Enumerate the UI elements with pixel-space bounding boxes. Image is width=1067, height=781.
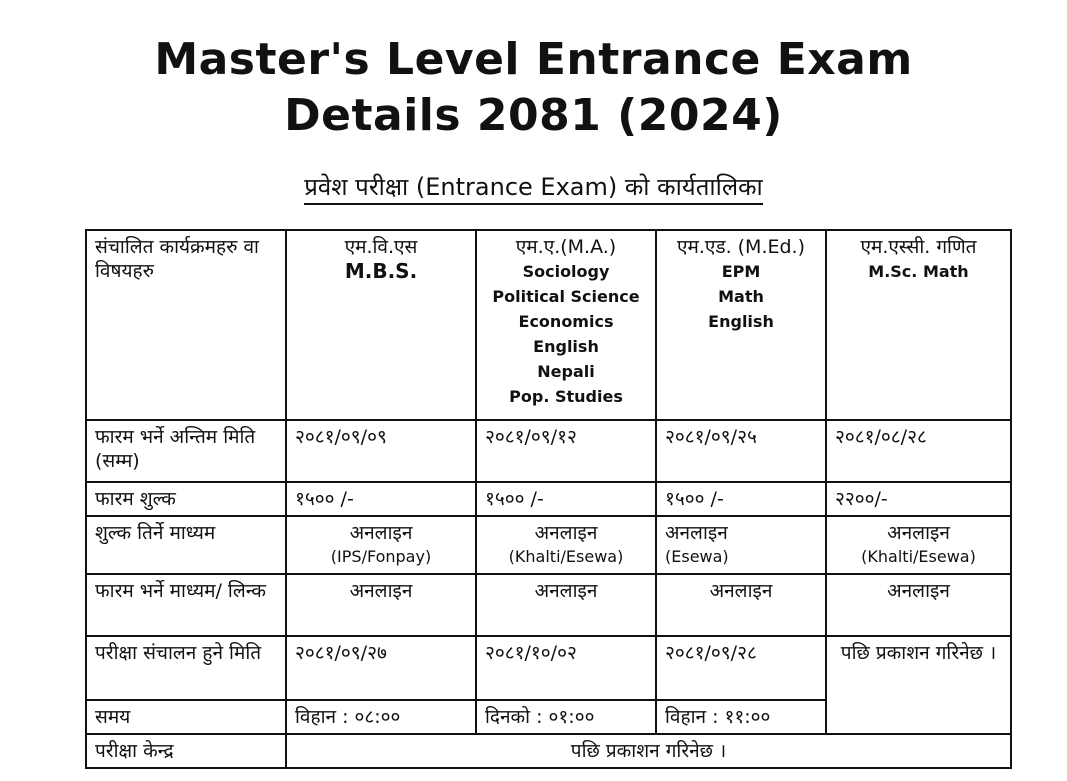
col-ma-subject: Nepali xyxy=(537,362,595,381)
col-ma-nepali: एम.ए.(M.A.) xyxy=(515,236,617,258)
form-medium-mbs: अनलाइन xyxy=(286,574,476,636)
deadline-mbs: २०८१/०९/०९ xyxy=(286,420,476,482)
col-ma-subject: English xyxy=(533,337,599,356)
document-subtitle xyxy=(0,170,1067,204)
time-med: विहान : ११:०० xyxy=(656,700,826,734)
form-medium-ma: अनलाइन xyxy=(476,574,656,636)
exam-center-row xyxy=(86,734,1011,768)
payment-mode: अनलाइन xyxy=(665,522,728,544)
col-ma-subject: Sociology xyxy=(522,262,610,281)
subtitle-text: प्रवेश परीक्षा (Entrance Exam) को कार्यतालिका xyxy=(304,173,763,205)
col-ma-subject: Economics xyxy=(518,312,614,331)
payment-mode: अनलाइन xyxy=(534,522,598,544)
header-row-label: संचालित कार्यक्रमहरु वा विषयहरु xyxy=(86,230,286,420)
fee-ma: १५०० /- xyxy=(476,482,656,516)
header-col-msc xyxy=(826,230,1011,420)
col-msc-nepali: एम.एस्सी. गणित xyxy=(860,236,977,258)
table-header-row xyxy=(86,230,1011,420)
form-medium-msc: अनलाइन xyxy=(826,574,1011,636)
col-med-subject: Math xyxy=(718,287,764,306)
header-col-mbs xyxy=(286,230,476,420)
exam-date-ma: २०८१/१०/०२ xyxy=(476,636,656,700)
fee-row xyxy=(86,482,1011,516)
exam-date-med: २०८१/०९/२८ xyxy=(656,636,826,700)
fee-mbs: १५०० /- xyxy=(286,482,476,516)
col-ma-subject: Pop. Studies xyxy=(509,387,623,406)
time-label: समय xyxy=(86,700,286,734)
col-msc-english: M.Sc. Math xyxy=(868,262,969,281)
form-medium-row xyxy=(86,574,1011,636)
payment-gateway: (IPS/Fonpay) xyxy=(330,547,432,566)
time-ma: दिनको : ०१:०० xyxy=(476,700,656,734)
payment-label: शुल्क तिर्ने माध्यम xyxy=(86,516,286,574)
col-mbs-english: M.B.S. xyxy=(344,259,418,283)
deadline-msc: २०८१/०८/२८ xyxy=(826,420,1011,482)
form-medium-label: फारम भर्ने माध्यम/ लिन्क xyxy=(86,574,286,636)
fee-label: फारम शुल्क xyxy=(86,482,286,516)
exam-date-mbs: २०८१/०९/२७ xyxy=(286,636,476,700)
deadline-row xyxy=(86,420,1011,482)
deadline-med: २०८१/०९/२५ xyxy=(656,420,826,482)
payment-row xyxy=(86,516,1011,574)
exam-center-label: परीक्षा केन्द्र xyxy=(86,734,286,768)
payment-gateway: (Khalti/Esewa) xyxy=(861,547,976,566)
exam-date-msc: पछि प्रकाशन गरिनेछ । xyxy=(826,636,1011,734)
header-col-med xyxy=(656,230,826,420)
exam-center-value: पछि प्रकाशन गरिनेछ । xyxy=(286,734,1011,768)
payment-mbs xyxy=(286,516,476,574)
time-mbs: विहान : ०८:०० xyxy=(286,700,476,734)
col-med-nepali: एम.एड. (M.Ed.) xyxy=(676,236,806,258)
form-medium-med: अनलाइन xyxy=(656,574,826,636)
payment-gateway: (Khalti/Esewa) xyxy=(508,547,624,566)
document-title xyxy=(0,32,1067,144)
payment-ma xyxy=(476,516,656,574)
col-med-subject: EPM xyxy=(721,262,761,281)
header-col-ma xyxy=(476,230,656,420)
payment-mode: अनलाइन xyxy=(887,522,950,544)
col-ma-subject: Political Science xyxy=(492,287,640,306)
payment-mode: अनलाइन xyxy=(349,522,413,544)
payment-med xyxy=(656,516,826,574)
col-med-subject: English xyxy=(708,312,774,331)
fee-med: १५०० /- xyxy=(656,482,826,516)
exam-date-label: परीक्षा संचालन हुने मिति xyxy=(86,636,286,700)
entrance-exam-schedule-table xyxy=(85,229,1012,769)
exam-date-row xyxy=(86,636,1011,700)
payment-gateway: (Esewa) xyxy=(665,547,729,566)
payment-msc xyxy=(826,516,1011,574)
title-line-2: Details 2081 (2024) xyxy=(284,90,783,141)
deadline-label: फारम भर्ने अन्तिम मिति (सम्म) xyxy=(86,420,286,482)
fee-msc: २२००/- xyxy=(826,482,1011,516)
col-mbs-nepali: एम.वि.एस xyxy=(344,236,418,258)
title-line-1: Master's Level Entrance Exam xyxy=(154,34,913,85)
deadline-ma: २०८१/०९/१२ xyxy=(476,420,656,482)
